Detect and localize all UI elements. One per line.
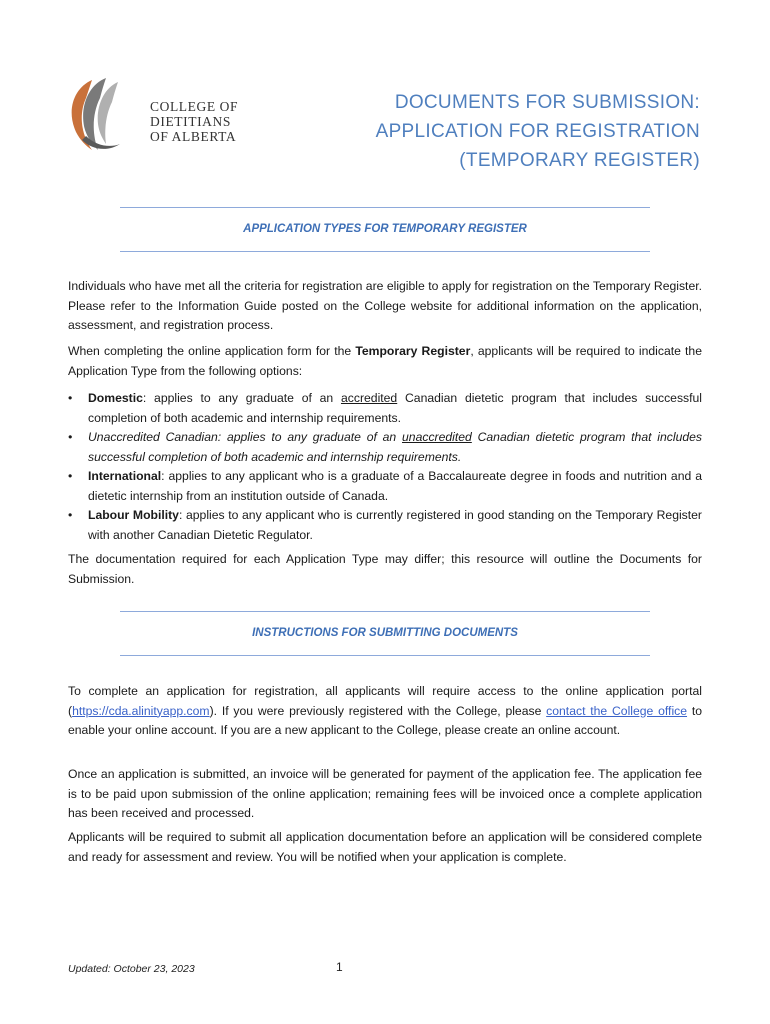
unaccredited-text-2: Canadian dietetic program that includes successful completion of both academic and internship requirements.: [88, 430, 703, 464]
document-title: [376, 88, 700, 175]
section2-paragraph-1: [68, 682, 702, 741]
updated-date: Updated: October 23, 2023: [68, 963, 195, 975]
logo-mark-icon: [62, 74, 142, 154]
section1-paragraph-3: The documentation required for each Application Type may differ; this resource will outline the Documents for Submission.: [68, 552, 702, 586]
international-text: : applies to any applicant who is a graduate of a Baccalaureate degree in foods and nutrition and a dietetic internship from an institution outside of Canada.: [88, 469, 702, 503]
domestic-text-2: Canadian dietetic program that includes successful completion of both academic and internship requirements.: [88, 391, 703, 425]
logo-line-2: OF ALBERTA: [150, 129, 237, 144]
application-type-list: [68, 389, 702, 545]
labour-mobility-label: Labour Mobility: [88, 508, 179, 522]
accredited-underline: accredited: [340, 391, 398, 405]
section1-paragraph-1: Individuals who have met all the criteria for registration are eligible to apply for registration on the Temporary Register. Please refer to the Information Guide posted on the College website for additional information on the application, assessment, and registration process.: [68, 279, 702, 332]
title-line-1: DOCUMENTS FOR SUBMISSION:: [394, 92, 700, 113]
list-item-unaccredited: [68, 428, 702, 467]
list-item-labour-mobility: [68, 506, 702, 545]
section2-heading: INSTRUCTIONS FOR SUBMITTING DOCUMENTS: [252, 627, 518, 639]
section1-heading: APPLICATION TYPES FOR TEMPORARY REGISTER: [243, 223, 527, 235]
p2-text-after: , applicants will be required to indicate the Application Type from the following options:: [68, 344, 702, 378]
section2-paragraph-3: Applicants will be required to submit all application documentation before an application will be considered complete and ready for assessment and review. You will be notified when your application is complete.: [68, 830, 702, 864]
unaccredited-text-1: Unaccredited Canadian: applies to any graduate of an: [88, 430, 403, 444]
section1-top-rule: [120, 207, 650, 208]
page-number: 1: [336, 960, 343, 974]
section2-paragraph-2: Once an application is submitted, an invoice will be generated for payment of the application fee. The application fee is to be paid upon submission of the online application; remaining fees will be invoiced once a complete application has been received and processed.: [68, 767, 702, 820]
list-item-international: [68, 467, 702, 506]
college-logo: [62, 74, 322, 154]
contact-college-office-link[interactable]: contact the College office: [546, 703, 688, 718]
title-line-3: (TEMPORARY REGISTER): [459, 150, 700, 171]
title-line-2: APPLICATION FOR REGISTRATION: [375, 121, 700, 142]
p1-text-b: ). If you were previously registered with the College, please: [209, 703, 547, 718]
section2-top-rule: [120, 611, 650, 612]
p1-text-c: to enable your online account. If you are a new applicant to the College, please create an online account.: [68, 703, 702, 737]
p2-text-before: When completing the online application form for the: [68, 344, 356, 358]
list-item-domestic: [68, 389, 702, 428]
section1-paragraph-2: [68, 342, 702, 381]
logo-wordmark: [150, 99, 322, 144]
section1-bottom-rule: [120, 251, 650, 252]
domestic-label: Domestic: [88, 391, 143, 405]
domestic-text-1: : applies to any graduate of an: [142, 391, 341, 405]
logo-line-1: COLLEGE OF DIETITIANS: [150, 99, 239, 129]
unaccredited-underline: unaccredited: [402, 430, 472, 444]
p2-bold-temporary-register: Temporary Register: [355, 344, 471, 358]
p1-text-a: To complete an application for registration, all applicants will require access to the online application portal (: [68, 684, 702, 718]
alinity-portal-link[interactable]: https://cda.alinityapp.com: [72, 703, 210, 718]
section2-bottom-rule: [120, 655, 650, 656]
labour-mobility-text: : applies to any applicant who is currently registered in good standing on the Temporary Register with another Canadian Dietetic Regulator.: [88, 508, 702, 542]
international-label: International: [88, 469, 162, 483]
